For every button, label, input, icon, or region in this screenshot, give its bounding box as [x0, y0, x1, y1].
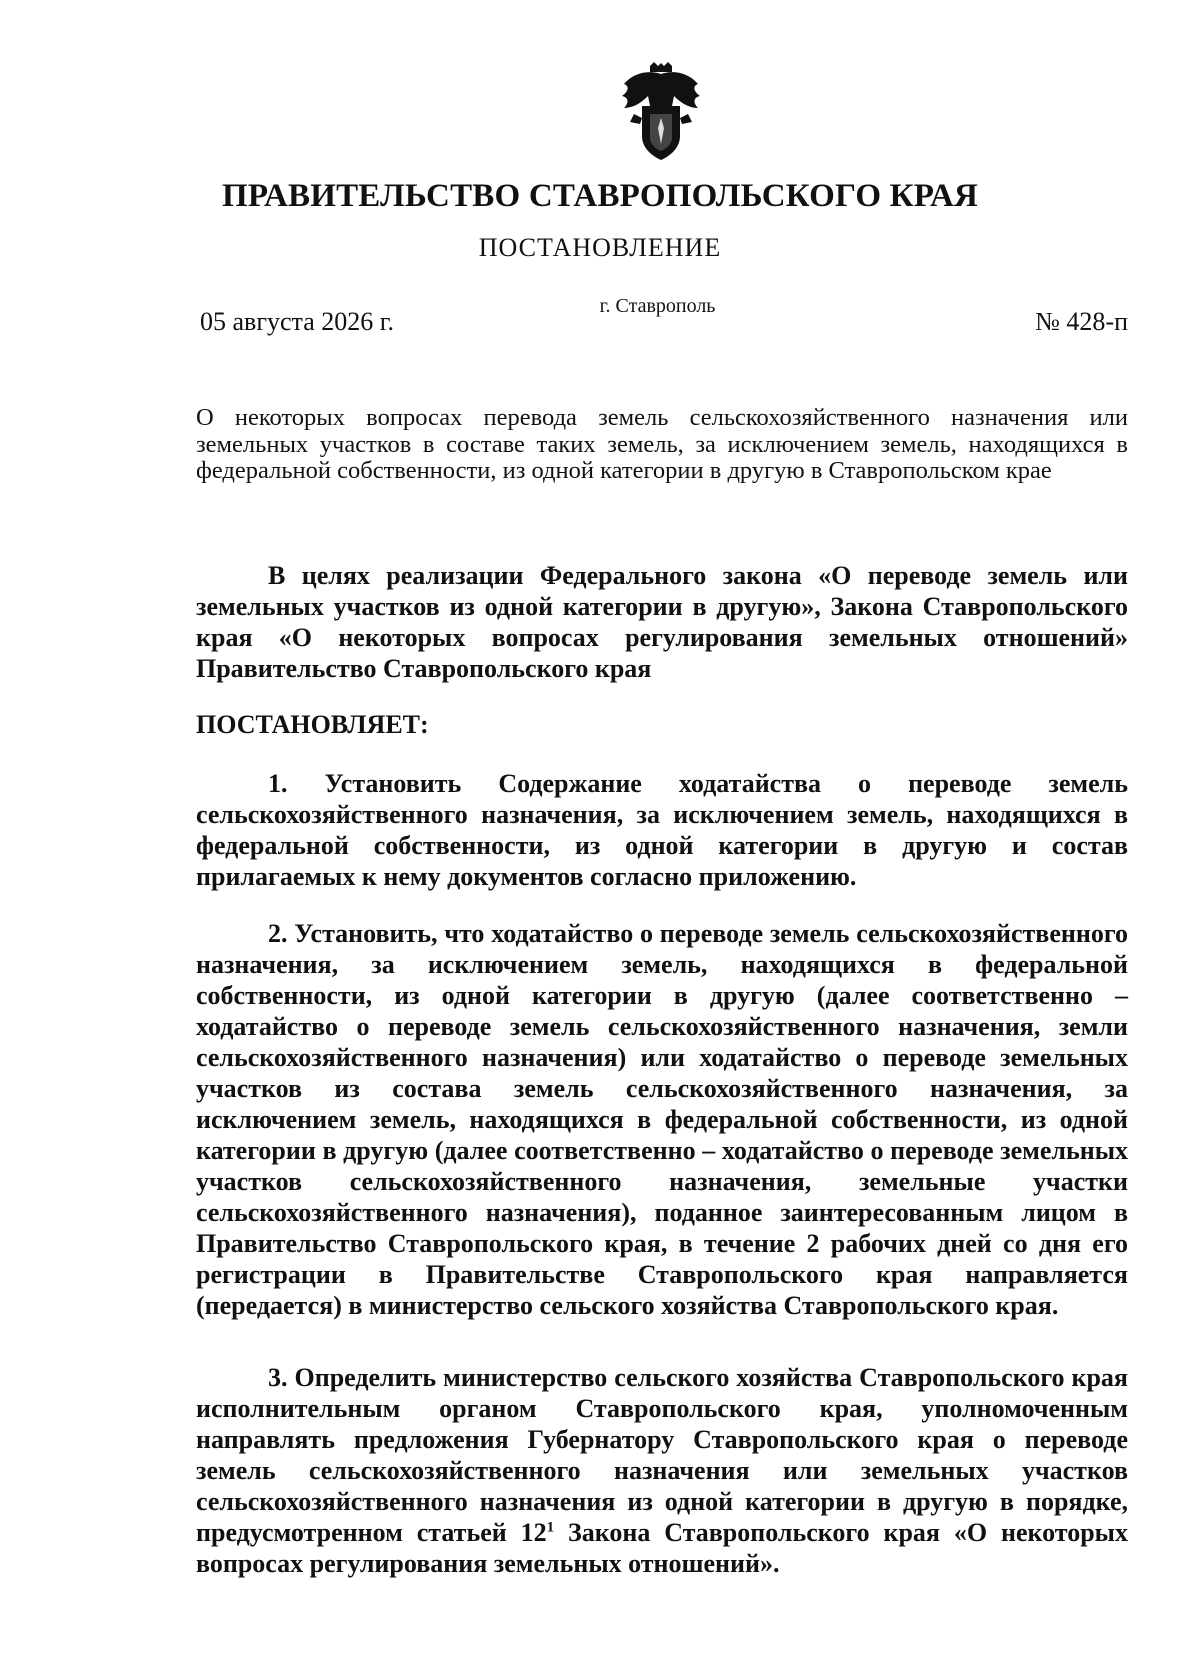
article-superscript: 1 [546, 1519, 555, 1536]
document-subject: О некоторых вопросах перевода земель сельскохозяйственного назначения или земельных участков в составе таких земель, за исключением земель, находящихся в федеральной собственности, из одной категории в другую в Ставропольском крае [196, 404, 1128, 484]
document-type: ПОСТАНОВЛЕНИЕ [478, 233, 722, 262]
paragraph-3 [196, 1362, 1128, 1579]
stavropol-krai-coat-of-arms-icon [620, 62, 702, 162]
paragraph-1: 1. Установить Содержание ходатайства о переводе земель сельскохозяйственного назначения, за исключением земель, находящихся в федеральной собственности, из одной категории в другую и состав прилагаемых к нему документов согласно приложению. [196, 769, 1128, 891]
paragraph-3-text-end: Закона Ставропольского края «О некоторых вопросах регулирования земельных отношений». [196, 1518, 1128, 1578]
document-number: № 428-п [1035, 307, 1128, 336]
paragraph-3-text-start: 3. Определить министерство сельского хозяйства Ставропольского края исполнительным органом Ставропольского края, уполномоченным направлять предложения Губернатору Ставропольского края о переводе земель сельскохозяйственного назначения или земельных участков сельскохозяйственного назначения из одной категории в другую в порядке, предусмотренном статьей 12 [196, 1363, 1128, 1547]
paragraph-2: 2. Установить, что ходатайство о переводе земель сельскохозяйственного назначения, за исключением земель, находящихся в федеральной собственности, из одной категории в другую (далее соответственно – ходатайство о переводе земель сельскохозяйственного назначения, земли сельскохозяйственного назначения) или ходатайство о переводе земельных участков из состава земель сельскохозяйственного назначения, за исключением земель, находящихся в федеральной собственности, из одной категории в другую (далее соответственно – ходатайство о переводе земельных участков сельскохозяйственного назначения, земельные участки сельскохозяйственного назначения), поданное заинтересованным лицом в Правительство Ставропольского края, в течение 2 рабочих дней со дня его регистрации в Правительстве Ставропольского края направляется (передается) в министерство сельского хозяйства Ставропольского края. [196, 919, 1128, 1320]
decree-word: ПОСТАНОВЛЯЕТ: [196, 710, 429, 739]
preamble-paragraph: В целях реализации Федерального закона «О переводе земель или земельных участков из одной категории в другую», Закона Ставропольского края «О некоторых вопросах регулирования земельных отношений» Правительство Ставропольского края [196, 561, 1128, 683]
organization-title: ПРАВИТЕЛЬСТВО СТАВРОПОЛЬСКОГО КРАЯ [221, 178, 979, 214]
document-city: г. Ставрополь [599, 295, 716, 317]
document-date: 05 августа 2026 г. [200, 307, 394, 336]
